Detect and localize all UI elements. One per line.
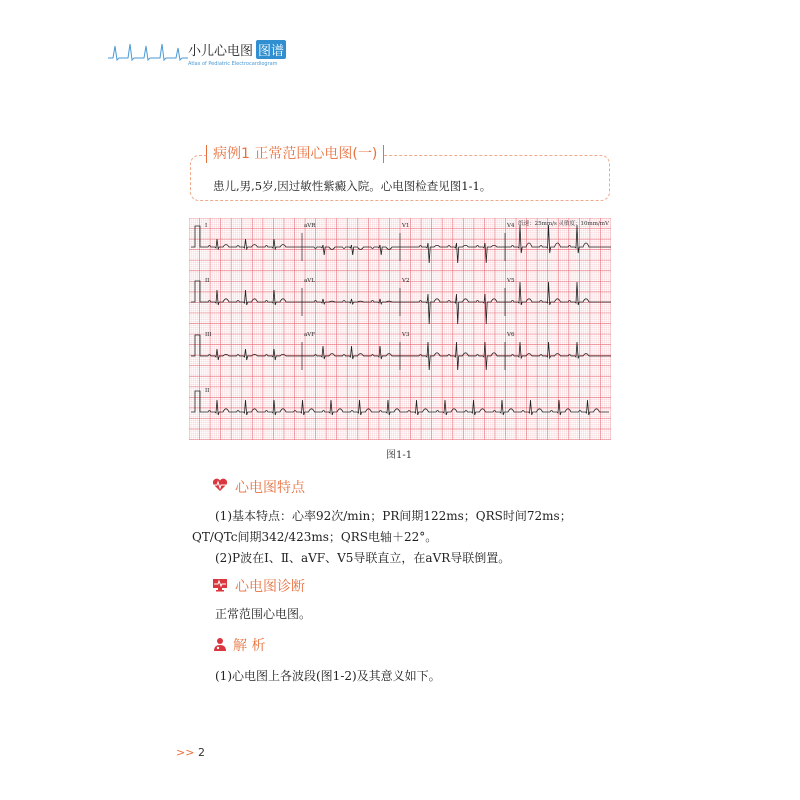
lead-label: aVL: [304, 278, 315, 284]
book-title: [188, 40, 286, 59]
case-description: 患儿,男,5岁,因过敏性紫癜入院。心电图检查见图1-1。: [213, 179, 492, 193]
lead-label: I: [205, 223, 208, 229]
ecg-settings: 纸速：25mm/s 灵敏度：10mm/mV: [518, 221, 609, 227]
lead-label: II: [205, 278, 210, 284]
diagnosis-paragraph: 正常范围心电图。: [215, 607, 312, 621]
lead-label: aVR: [304, 223, 316, 229]
lead-label: II: [205, 388, 210, 394]
features-paragraph-1: (1)基本特点：心率92次/min；PR间期122ms；QRS时间72ms；QT/QTc间期342/423ms；QRS电轴＋22°。: [192, 509, 572, 544]
case-title: 病例1 正常范围心电图(一): [206, 145, 384, 163]
figure-caption: 图1-1: [386, 450, 413, 461]
lead-label: aVF: [304, 332, 316, 338]
page-number: [176, 746, 205, 759]
book-subtitle: Atlas of Pediatric Electrocardiogram: [188, 61, 278, 67]
monitor-ecg-icon: [212, 578, 228, 592]
section-heading-features: 心电图特点: [235, 480, 305, 496]
section-heading-analysis: 解 析: [233, 638, 266, 654]
lead-label: V6: [507, 332, 515, 338]
ecg-figure: [189, 218, 611, 440]
book-title-badge: 图谱: [256, 40, 286, 59]
features-paragraph-2: (2)P波在Ⅰ、Ⅱ、aVF、V5导联直立，在aVR导联倒置。: [215, 551, 511, 565]
analysis-paragraph: (1)心电图上各波段(图1-2)及其意义如下。: [215, 669, 441, 683]
book-title-text: 小儿心电图: [188, 44, 254, 59]
doctor-icon: [212, 637, 228, 651]
lead-label: V1: [402, 223, 410, 229]
ecg-logo-icon: [108, 38, 188, 66]
lead-label: III: [205, 332, 212, 338]
page-number-text: 2: [197, 746, 205, 759]
lead-label: V2: [402, 278, 410, 284]
lead-label: V5: [507, 278, 515, 284]
lead-label: V3: [402, 332, 410, 338]
heart-ecg-icon: [212, 478, 228, 492]
page-arrows-icon: >>: [176, 746, 195, 759]
lead-label: V4: [507, 223, 515, 229]
section-heading-diagnosis: 心电图诊断: [235, 579, 305, 595]
